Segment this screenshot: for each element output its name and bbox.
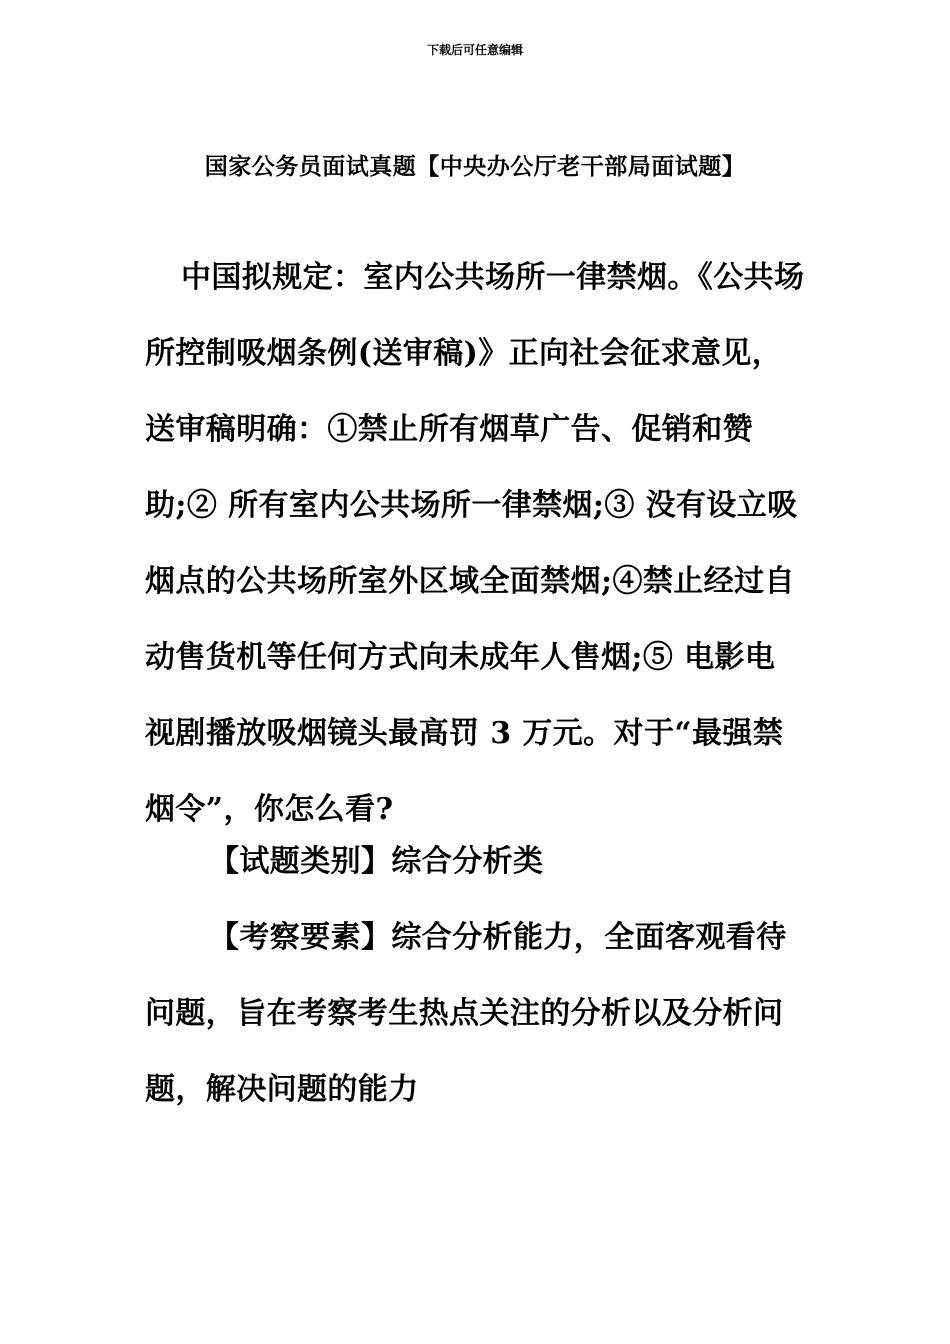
elements-paragraph — [145, 900, 805, 1128]
document-title: 国家公务员面试真题【中央办公厅老干部局面试题】 — [204, 153, 746, 180]
category-paragraph — [145, 824, 805, 900]
header-note: 下载后可任意编辑 — [426, 43, 523, 57]
question-paragraph — [145, 240, 805, 848]
elements-text: 【考察要素】综合分析能力，全面客观看待问题，旨在考察考生热点关注的分析以及分析问题，解决问题的能力 — [145, 920, 787, 1107]
category-text: 【试题类别】综合分析类 — [209, 844, 544, 879]
question-text: 中国拟规定：室内公共场所一律禁烟。《公共场所控制吸烟条例(送审稿)》正向社会征求意见，送审稿明确：①禁止所有烟草广告、促销和赞助;② 所有室内公共场所一律禁烟;③ 没有设立吸烟点的公共场所室外区域全面禁烟;④禁止经过自动售货机等任何方式向未成年人售烟;⑤ 电影电视剧播放吸烟镜头最高罚 3 万元。对于“最强禁烟令”，你怎么看? — [145, 260, 805, 827]
